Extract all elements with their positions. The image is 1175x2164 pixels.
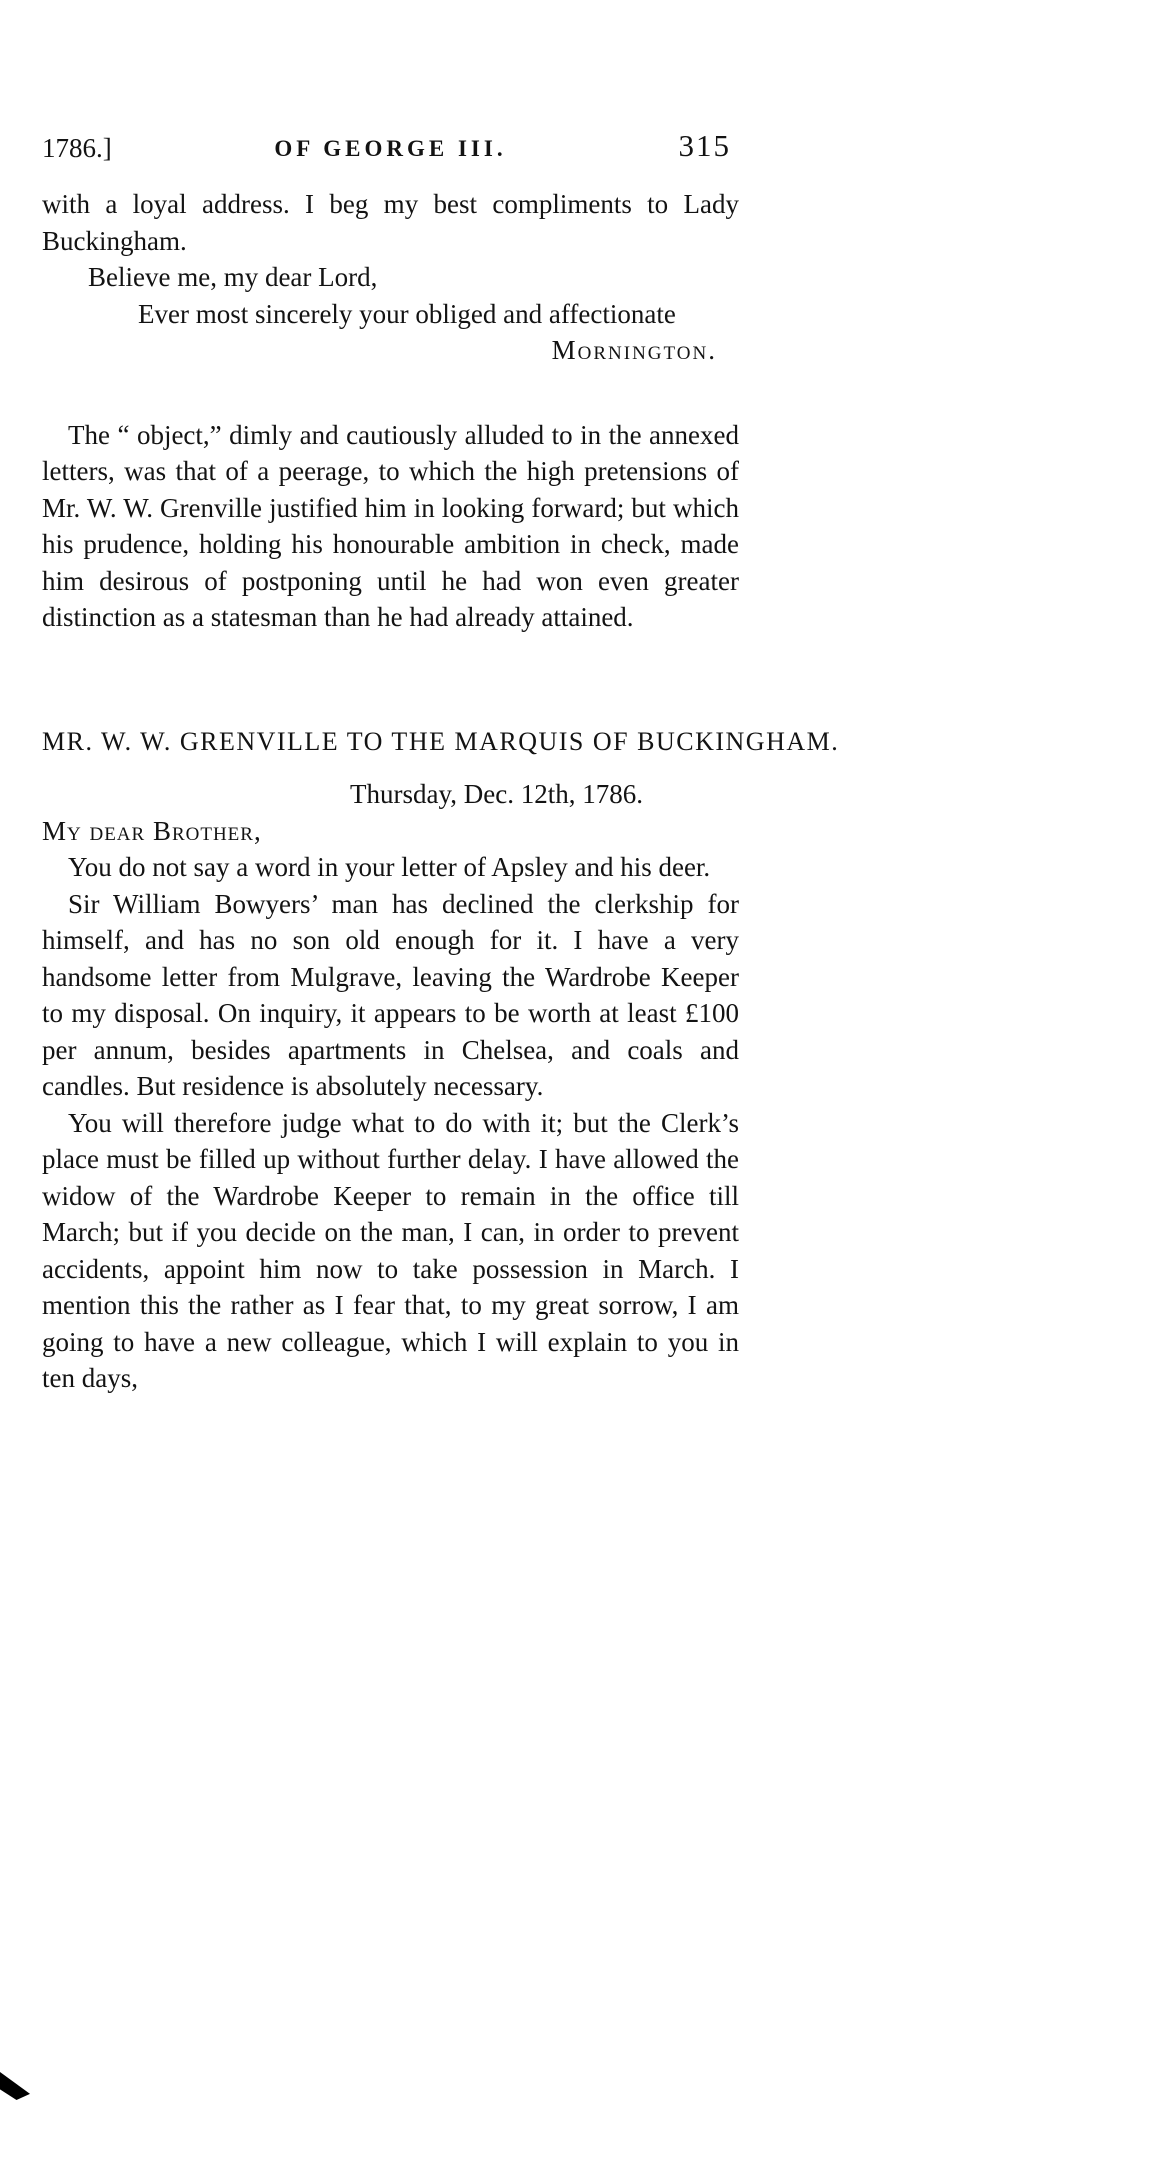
letter-paragraph: You will therefore judge what to do with it; but the Clerk’s place must be filled up without further delay. I have allowed the widow of the Wardrobe Keeper to remain in the office till March; but if you decide on the man, I can, in order to prevent accidents, appoint him now to take possession in March. I mention this the rather as I fear that, to my great sorrow, I am going to have a new colleague, which I will explain to you in ten days, [42, 1107, 739, 1393]
header-title: OF GEORGE III. [274, 136, 507, 161]
letter-paragraph: You do not say a word in your letter of Apsley and his deer. [68, 852, 711, 882]
signature-mornington: Mornington. [551, 335, 717, 365]
scan-artifact-mark [0, 2072, 30, 2100]
header-year: 1786.] [42, 133, 112, 163]
valediction-line-2: Ever most sincerely your obliged and affectionate [138, 298, 676, 329]
letter-dateline: Thursday, Dec. 12th, 1786. [350, 779, 643, 809]
letter-heading: MR. W. W. GRENVILLE TO THE MARQUIS OF BUCKINGHAM. [42, 726, 840, 756]
page-text-column [42, 186, 840, 1397]
running-head [42, 120, 739, 164]
letter-salutation: My dear Brother, [42, 815, 262, 846]
letter-paragraph: Sir William Bowyers’ man has declined the clerkship for himself, and has no son old enough for it. I have a very handsome letter from Mulgrave, leaving the Wardrobe Keeper to my disposal. On inquiry, it appears to be worth at least £100 per annum, besides apartments in Chelsea, and coals and candles. But residence is absolutely necessary. [42, 888, 739, 1101]
editorial-note: The “ object,” dimly and cautiously alluded to in the annexed letters, was that of a peerage, to which the high pretensions of Mr. W. W. Grenville justified him in looking forward; but which his prudence, holding his honourable ambition in check, made him desirous of postponing until he had won even greater distinction as a statesman than he had already attained. [42, 419, 739, 632]
valediction-line-1: Believe me, my dear Lord, [88, 262, 378, 292]
page-number: 315 [678, 128, 731, 163]
letter-close-body: with a loyal address. I beg my best compliments to Lady Buckingham. [42, 189, 739, 256]
